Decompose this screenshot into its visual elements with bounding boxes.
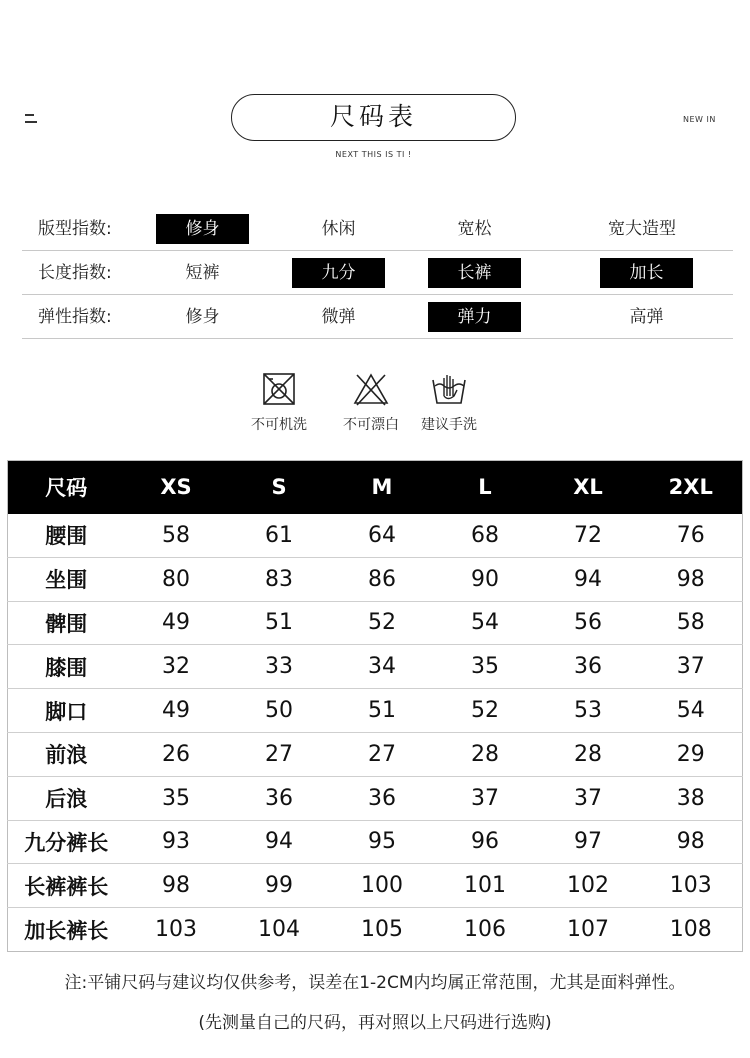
measure-hint: (先测量自己的尺码，再对照以上尺码进行选购) bbox=[198, 1013, 552, 1033]
table-cell: 107 bbox=[567, 917, 609, 943]
table-cell: 53 bbox=[537, 689, 640, 733]
table-cell: 58 bbox=[640, 601, 743, 645]
table-row bbox=[8, 601, 743, 645]
disclaimer-note: 注:平铺尺码与建议均仅供参考，误差在1-2CM内均属正常范围，尤其是面料弹性。 bbox=[64, 973, 686, 993]
care-label: 建议手洗 bbox=[421, 417, 477, 433]
table-cell: 86 bbox=[331, 557, 434, 601]
attr-label: 弹性指数: bbox=[38, 307, 112, 327]
attr-option: 修身 bbox=[156, 214, 249, 244]
table-header: M bbox=[331, 461, 434, 514]
table-cell: 28 bbox=[537, 732, 640, 776]
table-header: 尺码 bbox=[8, 461, 125, 514]
no-bleach-icon bbox=[353, 372, 389, 406]
table-cell: 103 bbox=[640, 864, 743, 908]
table-cell: 36 bbox=[537, 645, 640, 689]
care-item-no-machine-wash bbox=[244, 372, 314, 434]
table-header: XL bbox=[537, 461, 640, 514]
row-label: 腰围 bbox=[8, 514, 125, 558]
attr-label: 版型指数: bbox=[38, 219, 112, 239]
table-header: 2XL bbox=[640, 461, 743, 514]
table-header: XS bbox=[125, 461, 228, 514]
attr-option: 弹力 bbox=[428, 302, 521, 332]
table-cell: 37 bbox=[434, 776, 537, 820]
table-cell: 97 bbox=[537, 820, 640, 864]
row-label: 前浪 bbox=[8, 732, 125, 776]
row-label: 九分裤长 bbox=[8, 820, 125, 864]
table-row bbox=[8, 908, 743, 952]
table-row bbox=[8, 820, 743, 864]
table-row bbox=[8, 557, 743, 601]
table-cell: 54 bbox=[640, 689, 743, 733]
new-in-tag: NEW IN bbox=[683, 115, 716, 124]
table-row bbox=[8, 689, 743, 733]
table-cell: 37 bbox=[537, 776, 640, 820]
attr-row-fit bbox=[22, 207, 733, 251]
table-cell: 38 bbox=[640, 776, 743, 820]
table-cell: 64 bbox=[331, 514, 434, 558]
table-cell: 98 bbox=[640, 557, 743, 601]
table-cell: 98 bbox=[125, 864, 228, 908]
table-cell: 50 bbox=[228, 689, 331, 733]
care-item-hand-wash bbox=[414, 372, 484, 434]
table-cell: 105 bbox=[361, 917, 403, 943]
table-row bbox=[8, 514, 743, 558]
table-cell: 61 bbox=[228, 514, 331, 558]
attr-option: 加长 bbox=[600, 258, 693, 288]
table-cell: 49 bbox=[125, 689, 228, 733]
table-cell: 98 bbox=[640, 820, 743, 864]
table-row bbox=[8, 864, 743, 908]
table-cell: 99 bbox=[228, 864, 331, 908]
table-cell: 35 bbox=[434, 645, 537, 689]
attr-option: 休闲 bbox=[321, 219, 356, 239]
table-cell: 27 bbox=[331, 732, 434, 776]
table-cell: 29 bbox=[640, 732, 743, 776]
table-cell: 33 bbox=[228, 645, 331, 689]
table-cell: 108 bbox=[669, 917, 712, 943]
table-cell: 68 bbox=[434, 514, 537, 558]
attr-option: 微弹 bbox=[321, 307, 356, 327]
row-label: 加长裤长 bbox=[24, 918, 109, 943]
row-label: 后浪 bbox=[8, 776, 125, 820]
table-cell: 100 bbox=[331, 864, 434, 908]
table-cell: 102 bbox=[537, 864, 640, 908]
attr-option: 宽大造型 bbox=[608, 219, 676, 239]
row-label: 长裤裤长 bbox=[8, 864, 125, 908]
menu-mark-icon bbox=[25, 112, 37, 124]
row-label: 膝围 bbox=[8, 645, 125, 689]
table-cell: 104 bbox=[258, 917, 300, 943]
table-header: S bbox=[228, 461, 331, 514]
table-cell: 36 bbox=[331, 776, 434, 820]
attr-row-elasticity bbox=[22, 295, 733, 339]
table-cell: 26 bbox=[125, 732, 228, 776]
table-cell: 51 bbox=[228, 601, 331, 645]
size-table-body bbox=[8, 514, 743, 952]
table-cell: 95 bbox=[331, 820, 434, 864]
table-row bbox=[8, 776, 743, 820]
table-cell: 52 bbox=[331, 601, 434, 645]
table-cell: 28 bbox=[434, 732, 537, 776]
table-cell: 36 bbox=[228, 776, 331, 820]
table-cell: 32 bbox=[125, 645, 228, 689]
page-subtitle: NEXT THIS IS TI ! bbox=[335, 150, 412, 159]
row-label: 髀围 bbox=[8, 601, 125, 645]
table-header: L bbox=[434, 461, 537, 514]
table-cell: 35 bbox=[125, 776, 228, 820]
row-label: 坐围 bbox=[8, 557, 125, 601]
care-label: 不可机洗 bbox=[251, 417, 307, 433]
attr-option: 宽松 bbox=[457, 219, 492, 239]
hand-wash-icon bbox=[430, 372, 468, 406]
table-row bbox=[8, 732, 743, 776]
table-cell: 106 bbox=[464, 917, 506, 943]
care-label: 不可漂白 bbox=[343, 417, 399, 433]
table-cell: 34 bbox=[331, 645, 434, 689]
table-cell: 76 bbox=[640, 514, 743, 558]
attr-option: 高弹 bbox=[629, 307, 664, 327]
size-table bbox=[7, 460, 743, 952]
table-cell: 80 bbox=[125, 557, 228, 601]
table-cell: 72 bbox=[537, 514, 640, 558]
table-cell: 27 bbox=[228, 732, 331, 776]
care-item-no-bleach bbox=[336, 372, 406, 434]
table-cell: 94 bbox=[228, 820, 331, 864]
no-machine-wash-icon bbox=[262, 372, 296, 406]
table-cell: 94 bbox=[537, 557, 640, 601]
attr-label: 长度指数: bbox=[38, 263, 112, 283]
attr-option: 长裤 bbox=[428, 258, 521, 288]
table-cell: 37 bbox=[640, 645, 743, 689]
table-cell: 101 bbox=[434, 864, 537, 908]
table-header-row bbox=[8, 461, 743, 514]
table-cell: 90 bbox=[434, 557, 537, 601]
attr-option: 修身 bbox=[185, 307, 220, 327]
table-cell: 56 bbox=[537, 601, 640, 645]
attr-row-length bbox=[22, 251, 733, 295]
table-cell: 96 bbox=[434, 820, 537, 864]
attr-option: 短裤 bbox=[185, 263, 220, 283]
table-cell: 83 bbox=[228, 557, 331, 601]
page-title: 尺码表 bbox=[231, 94, 516, 141]
table-cell: 49 bbox=[125, 601, 228, 645]
table-cell: 93 bbox=[125, 820, 228, 864]
table-cell: 58 bbox=[125, 514, 228, 558]
table-cell: 103 bbox=[155, 917, 197, 943]
attr-option: 九分 bbox=[292, 258, 385, 288]
row-label: 脚口 bbox=[8, 689, 125, 733]
table-cell: 51 bbox=[331, 689, 434, 733]
table-cell: 52 bbox=[434, 689, 537, 733]
table-row bbox=[8, 645, 743, 689]
table-cell: 54 bbox=[434, 601, 537, 645]
